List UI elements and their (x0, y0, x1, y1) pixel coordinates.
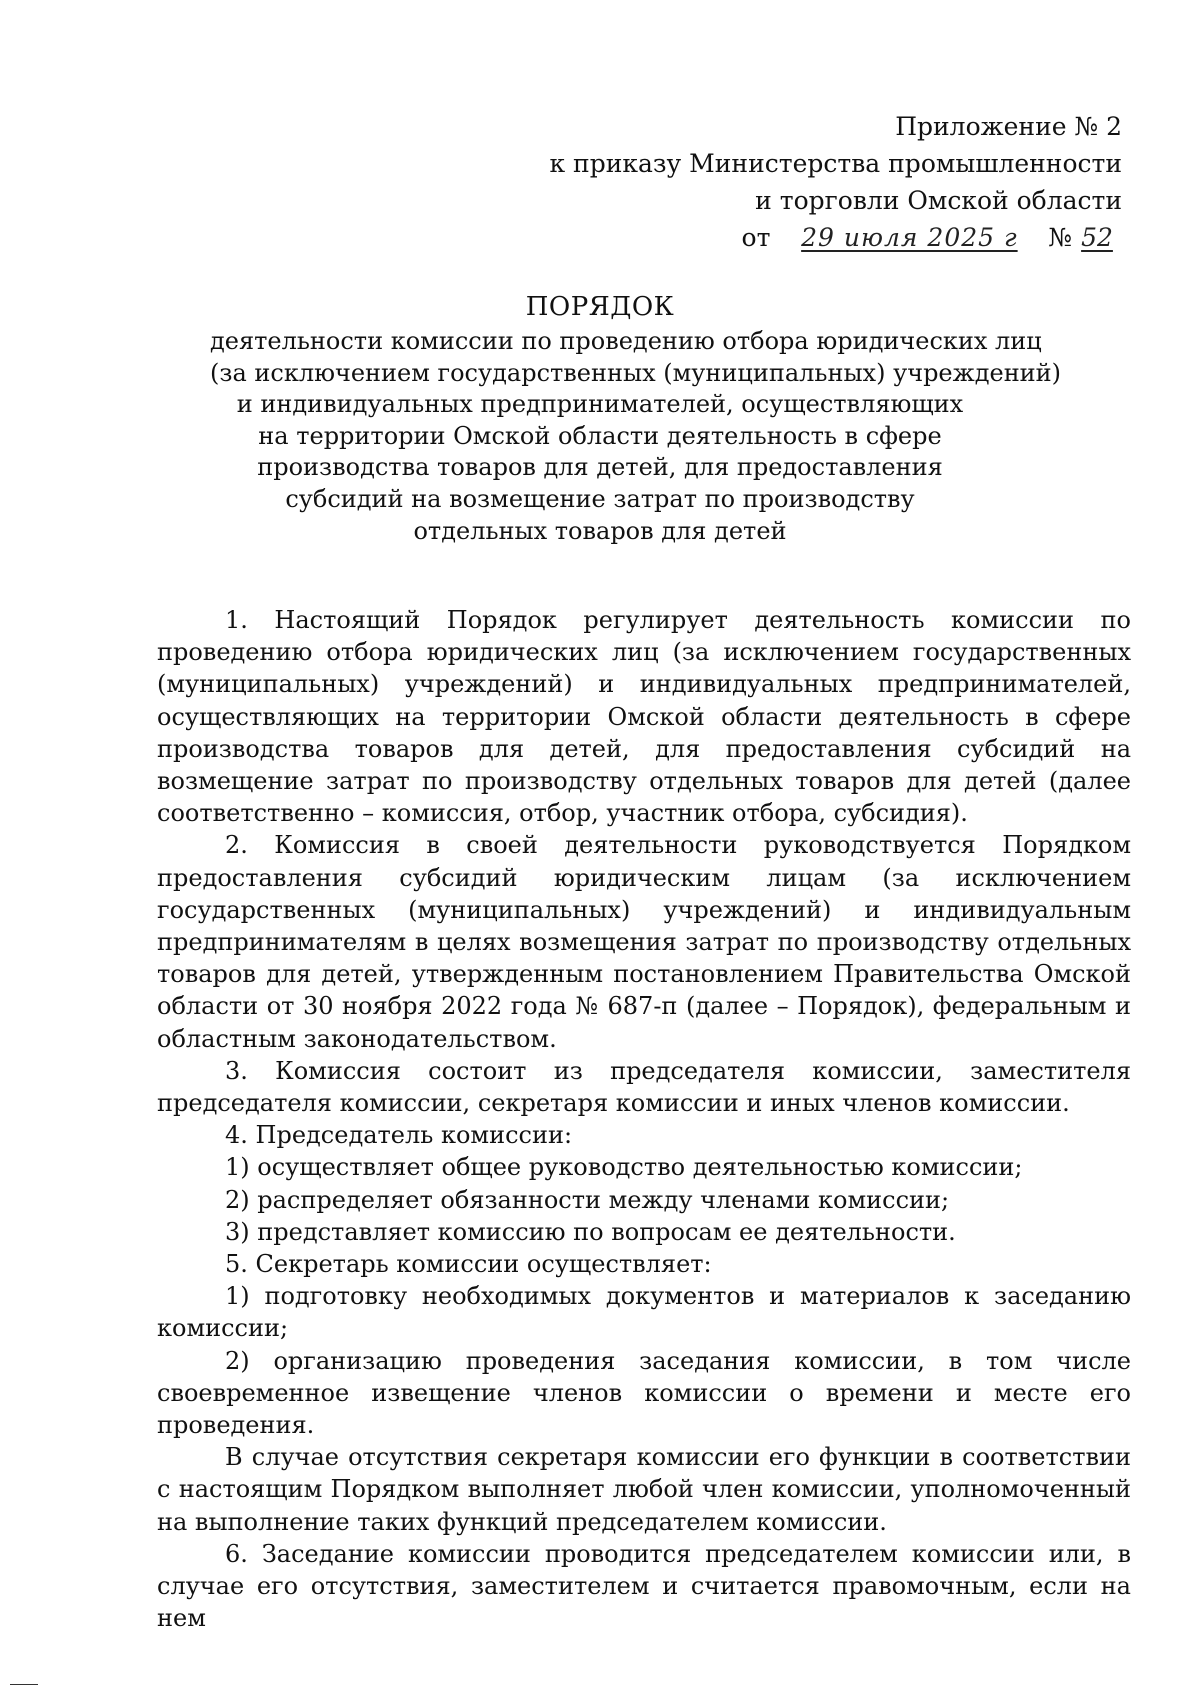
scan-edge-mark (10, 1684, 38, 1685)
paragraph: 6. Заседание комиссии проводится председателем комиссии или, в случае его отсутствия, заместителем и считается правомочным, если на нем (157, 1539, 1131, 1633)
paragraph: 2) организацию проведения заседания комиссии, в том числе своевременное извещение членов комиссии о времени и месте его проведения. (157, 1346, 1131, 1440)
subtitle-line: производства товаров для детей, для предоставления (257, 453, 943, 482)
appendix-date-line (549, 219, 1122, 256)
handwritten-date: 29 июля 2025 г (801, 223, 1018, 252)
paragraph: 2) распределяет обязанности между членами комиссии; (225, 1185, 950, 1214)
subtitle-line: (за исключением государственных (муниципальных) учреждений) (210, 358, 1062, 387)
subtitle-line: отдельных товаров для детей (413, 516, 787, 545)
paragraph: 1. Настоящий Порядок регулирует деятельность комиссии по проведению отбора юридических лиц (за исключением государственных (муниципальных) учреждений) и индивидуальных предпринимателей, осуществляющих на территории Омской области деятельность в сфере производства товаров для детей, для предоставления субсидий на возмещение затрат по производству отдельных товаров для детей (далее соответственно – комиссия, отбор, участник отбора, субсидия). (157, 606, 1131, 828)
paragraph: 1) подготовку необходимых документов и материалов к заседанию комиссии; (157, 1282, 1131, 1343)
subtitle-line: на территории Омской области деятельность в сфере (258, 421, 942, 450)
appendix-ministry-line: и торговли Омской области (755, 186, 1122, 215)
subtitle-line: деятельности комиссии по проведению отбора юридических лиц (210, 327, 1042, 355)
paragraph: 3) представляет комиссию по вопросам ее деятельности. (225, 1217, 956, 1246)
document-subtitle (210, 326, 1062, 547)
paragraph: 5. Секретарь комиссии осуществляет: (225, 1250, 712, 1279)
paragraph: 2. Комиссия в своей деятельности руководствуется Порядком предоставления субсидий юридическим лицам (за исключением государственных (муниципальных) учреждений) и индивидуальным предпринимателям в целях возмещения затрат по производству отдельных товаров для детей, утвержденным постановлением Правительства Омской области от 30 ноября 2022 года № 687-п (далее – Порядок), федеральным и областным законодательством. (157, 831, 1131, 1053)
subtitle-line: субсидий на возмещение затрат по производству (285, 484, 915, 513)
paragraph: 1) осуществляет общее руководство деятельностью комиссии; (225, 1153, 1023, 1182)
paragraph: 4. Председатель комиссии: (225, 1121, 573, 1150)
document-title: ПОРЯДОК (525, 292, 675, 322)
appendix-order-line: к приказу Министерства промышленности (549, 149, 1122, 178)
paragraph: 3. Комиссия состоит из председателя комиссии, заместителя председателя комиссии, секретаря комиссии и иных членов комиссии. (157, 1056, 1131, 1118)
subtitle-line: и индивидуальных предпринимателей, осуществляющих (236, 390, 964, 419)
appendix-block (549, 108, 1122, 256)
handwritten-number: 52 (1081, 223, 1113, 252)
from-prefix: от (741, 223, 771, 252)
appendix-title: Приложение № 2 (895, 112, 1122, 141)
document-body (157, 604, 1131, 1635)
number-prefix: № (1048, 223, 1072, 252)
paragraph: В случае отсутствия секретаря комиссии его функции в соответствии с настоящим Порядком выполняет любой член комиссии, уполномоченный на выполнение таких функций председателем комиссии. (157, 1443, 1131, 1536)
